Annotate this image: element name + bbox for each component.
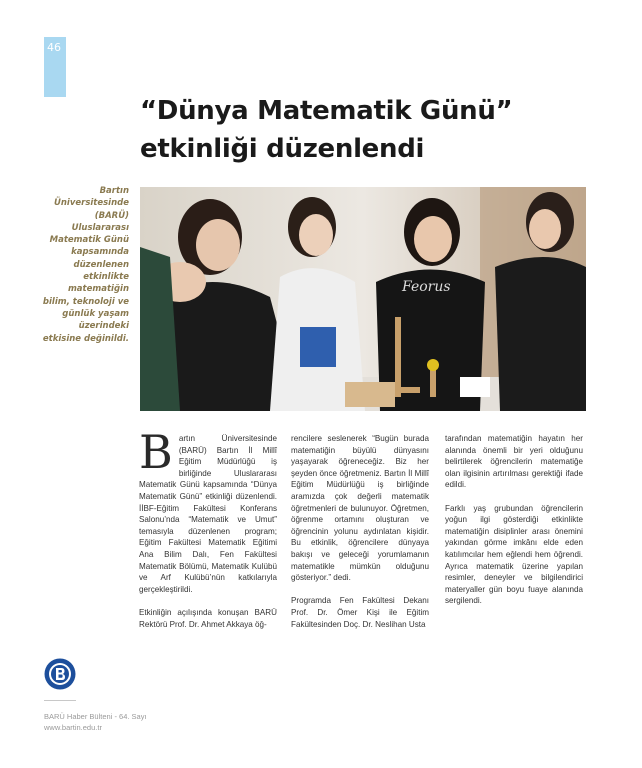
footer-divider (44, 700, 76, 701)
svg-text:Feorus: Feorus (402, 279, 451, 295)
article-column-3 (445, 433, 583, 619)
university-logo (44, 658, 76, 690)
page-number: 46 (47, 41, 61, 54)
column-2-paragraph-2: Programda Fen Fakültesi Dekanı Prof. Dr. Ömer Kişi ile Eğitim Fakültesinden Doç. Dr. Neslihan Usta (291, 596, 429, 629)
column-1-paragraph-2: Etkinliğin açılışında konuşan BARÜ Rektörü Prof. Dr. Ahmet Akkaya öğ- (139, 607, 277, 629)
article-title: “Dünya Matematik Günü” etkinliği düzenlendi (140, 96, 513, 164)
column-3-paragraph-1: tarafından matematiğin hayatın her alanında önemli bir yeri olduğunu belirtilerek öğrencilerin matematiğe olan ilgisinin artırılması gerektiği ifade edildi. (445, 434, 583, 490)
footer-website: www.bartin.edu.tr (44, 723, 102, 732)
article-column-1 (139, 425, 277, 642)
article-column-2 (291, 433, 429, 642)
column-1-paragraph-1: artın Üniversitesinde (BARÜ) Bartın İl Millî Eğitim Müdürlüğü iş birliğinde Uluslararası Matematik Günü kapsamında “Dünya Matematik Günü” etkinliği düzenlendi. İİBF-Eğitim Fakültesi Konferans Salonu’nda “Matematik ve Umut” temasıyla düzenlenen program; Eğitim Fakültesi Matematik Eğitimi Ana Bilim Dalı, Fen Fakültesi Matematik Bölümü, Matematik Kulübü ve Arf Kulübü’nün katkılarıyla gerçekleştirildi. (139, 434, 277, 594)
article-photo (140, 187, 586, 411)
column-3-paragraph-2: Farklı yaş grubundan öğrencilerin yoğun ilgi gösterdiği etkinlikte matematiğin disiplinler arası önemini yakından görme imkânı elde eden katılımcılar hem eğlendi hem öğrendi. Ayrıca matematik üzerine yapılan resimler, deneyler ve bilgilendirici materyaller gün boyu fuaye alanında sergilendi. (445, 503, 583, 606)
column-2-paragraph-1: rencilere seslenerek “Bugün burada matematiğin büyülü dünyasını yaşayarak öğreneceğiz. Biz her şeyden önce öğretmeniz. Bartın İl Millî Eğitim Müdürlüğü iş birliğinde aramızda çok değerli matematik öğretmenleri de bulunuyor. Öğretmen, öğrenme ortamını oluşturan ve öğrencinin yolunu aydınlatan kişidir. Bu etkinlik, öğrencilere dünyaya bakışı ve geleceği yorumlamanın matematikle mümkün olduğunu gösteriyor.” dedi. (291, 434, 429, 583)
footer-publication: BARÜ Haber Bülteni - 64. Sayı (44, 712, 147, 721)
pullquote: Bartın Üniversitesinde (BARÜ) Uluslararası Matematik Günü kapsamında düzenlenen etkinlikte matematiğin bilim, teknoloji ve günlük yaşam üzerindeki etkisine değinildi. (42, 186, 129, 344)
drop-cap: B (139, 425, 173, 479)
